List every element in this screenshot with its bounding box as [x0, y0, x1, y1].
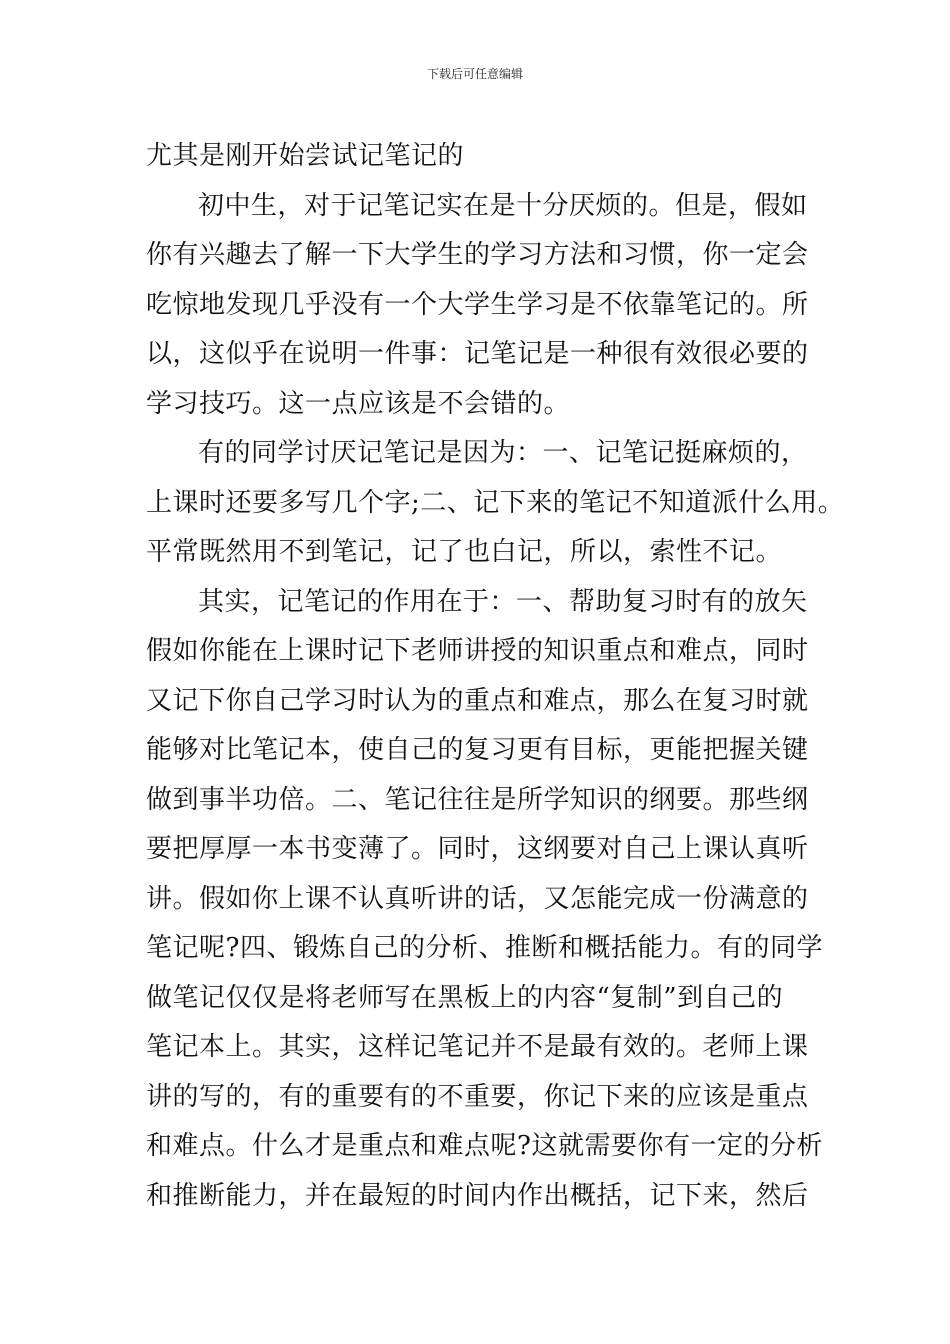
text-line: 其实，记笔记的作用在于：一、帮助复习时有的放矢	[198, 586, 808, 617]
text-line: 和推断能力，并在最短的时间内作出概括，记下来，然后	[146, 1180, 809, 1211]
text-line: 能够对比笔记本，使自己的复习更有目标，更能把握关键	[146, 735, 809, 765]
text-line: 初中生，对于记笔记实在是十分厌烦的。但是，假如	[198, 190, 808, 221]
text-line: 做笔记仅仅是将老师写在黑板上的内容“复制”到自己的	[146, 982, 784, 1013]
text-line: 笔记呢?四、锻炼自己的分析、推断和概括能力。有的同学	[146, 933, 823, 963]
text-line: 又记下你自己学习时认为的重点和难点，那么在复习时就	[146, 685, 809, 716]
text-line: 讲。假如你上课不认真听讲的话，又怎能完成一份满意的	[146, 883, 809, 914]
text-line: 平常既然用不到笔记，记了也白记，所以，索性不记。	[146, 537, 783, 567]
body-text	[146, 132, 845, 1221]
page-header: 下载后可任意编辑	[426, 67, 523, 81]
text-line: 要把厚厚一本书变薄了。同时，这纲要对自己上课认真听	[146, 834, 809, 864]
text-line: 你有兴趣去了解一下大学生的学习方法和习惯，你一定会	[146, 240, 809, 270]
text-line: 和难点。什么才是重点和难点呢?这就需要你有一定的分析	[146, 1131, 823, 1161]
text-line: 讲的写的，有的重要有的不重要，你记下来的应该是重点	[146, 1081, 809, 1112]
text-line: 尤其是刚开始尝试记笔记的	[146, 141, 465, 171]
text-line: 做到事半功倍。二、笔记往往是所学知识的纲要。那些纲	[146, 784, 809, 815]
text-line: 有的同学讨厌记笔记是因为：一、记笔记挺麻烦的，	[198, 438, 808, 468]
text-line: 上课时还要多写几个字;二、记下来的笔记不知道派什么用。	[146, 487, 845, 518]
text-line: 以，这似乎在说明一件事：记笔记是一种很有效很必要的	[146, 339, 809, 369]
text-line: 学习技巧。这一点应该是不会错的。	[146, 388, 571, 419]
text-line: 假如你能在上课时记下老师讲授的知识重点和难点，同时	[146, 636, 809, 666]
text-line: 笔记本上。其实，这样记笔记并不是最有效的。老师上课	[146, 1032, 809, 1062]
text-line: 吃惊地发现几乎没有一个大学生学习是不依靠笔记的。所	[146, 289, 809, 320]
